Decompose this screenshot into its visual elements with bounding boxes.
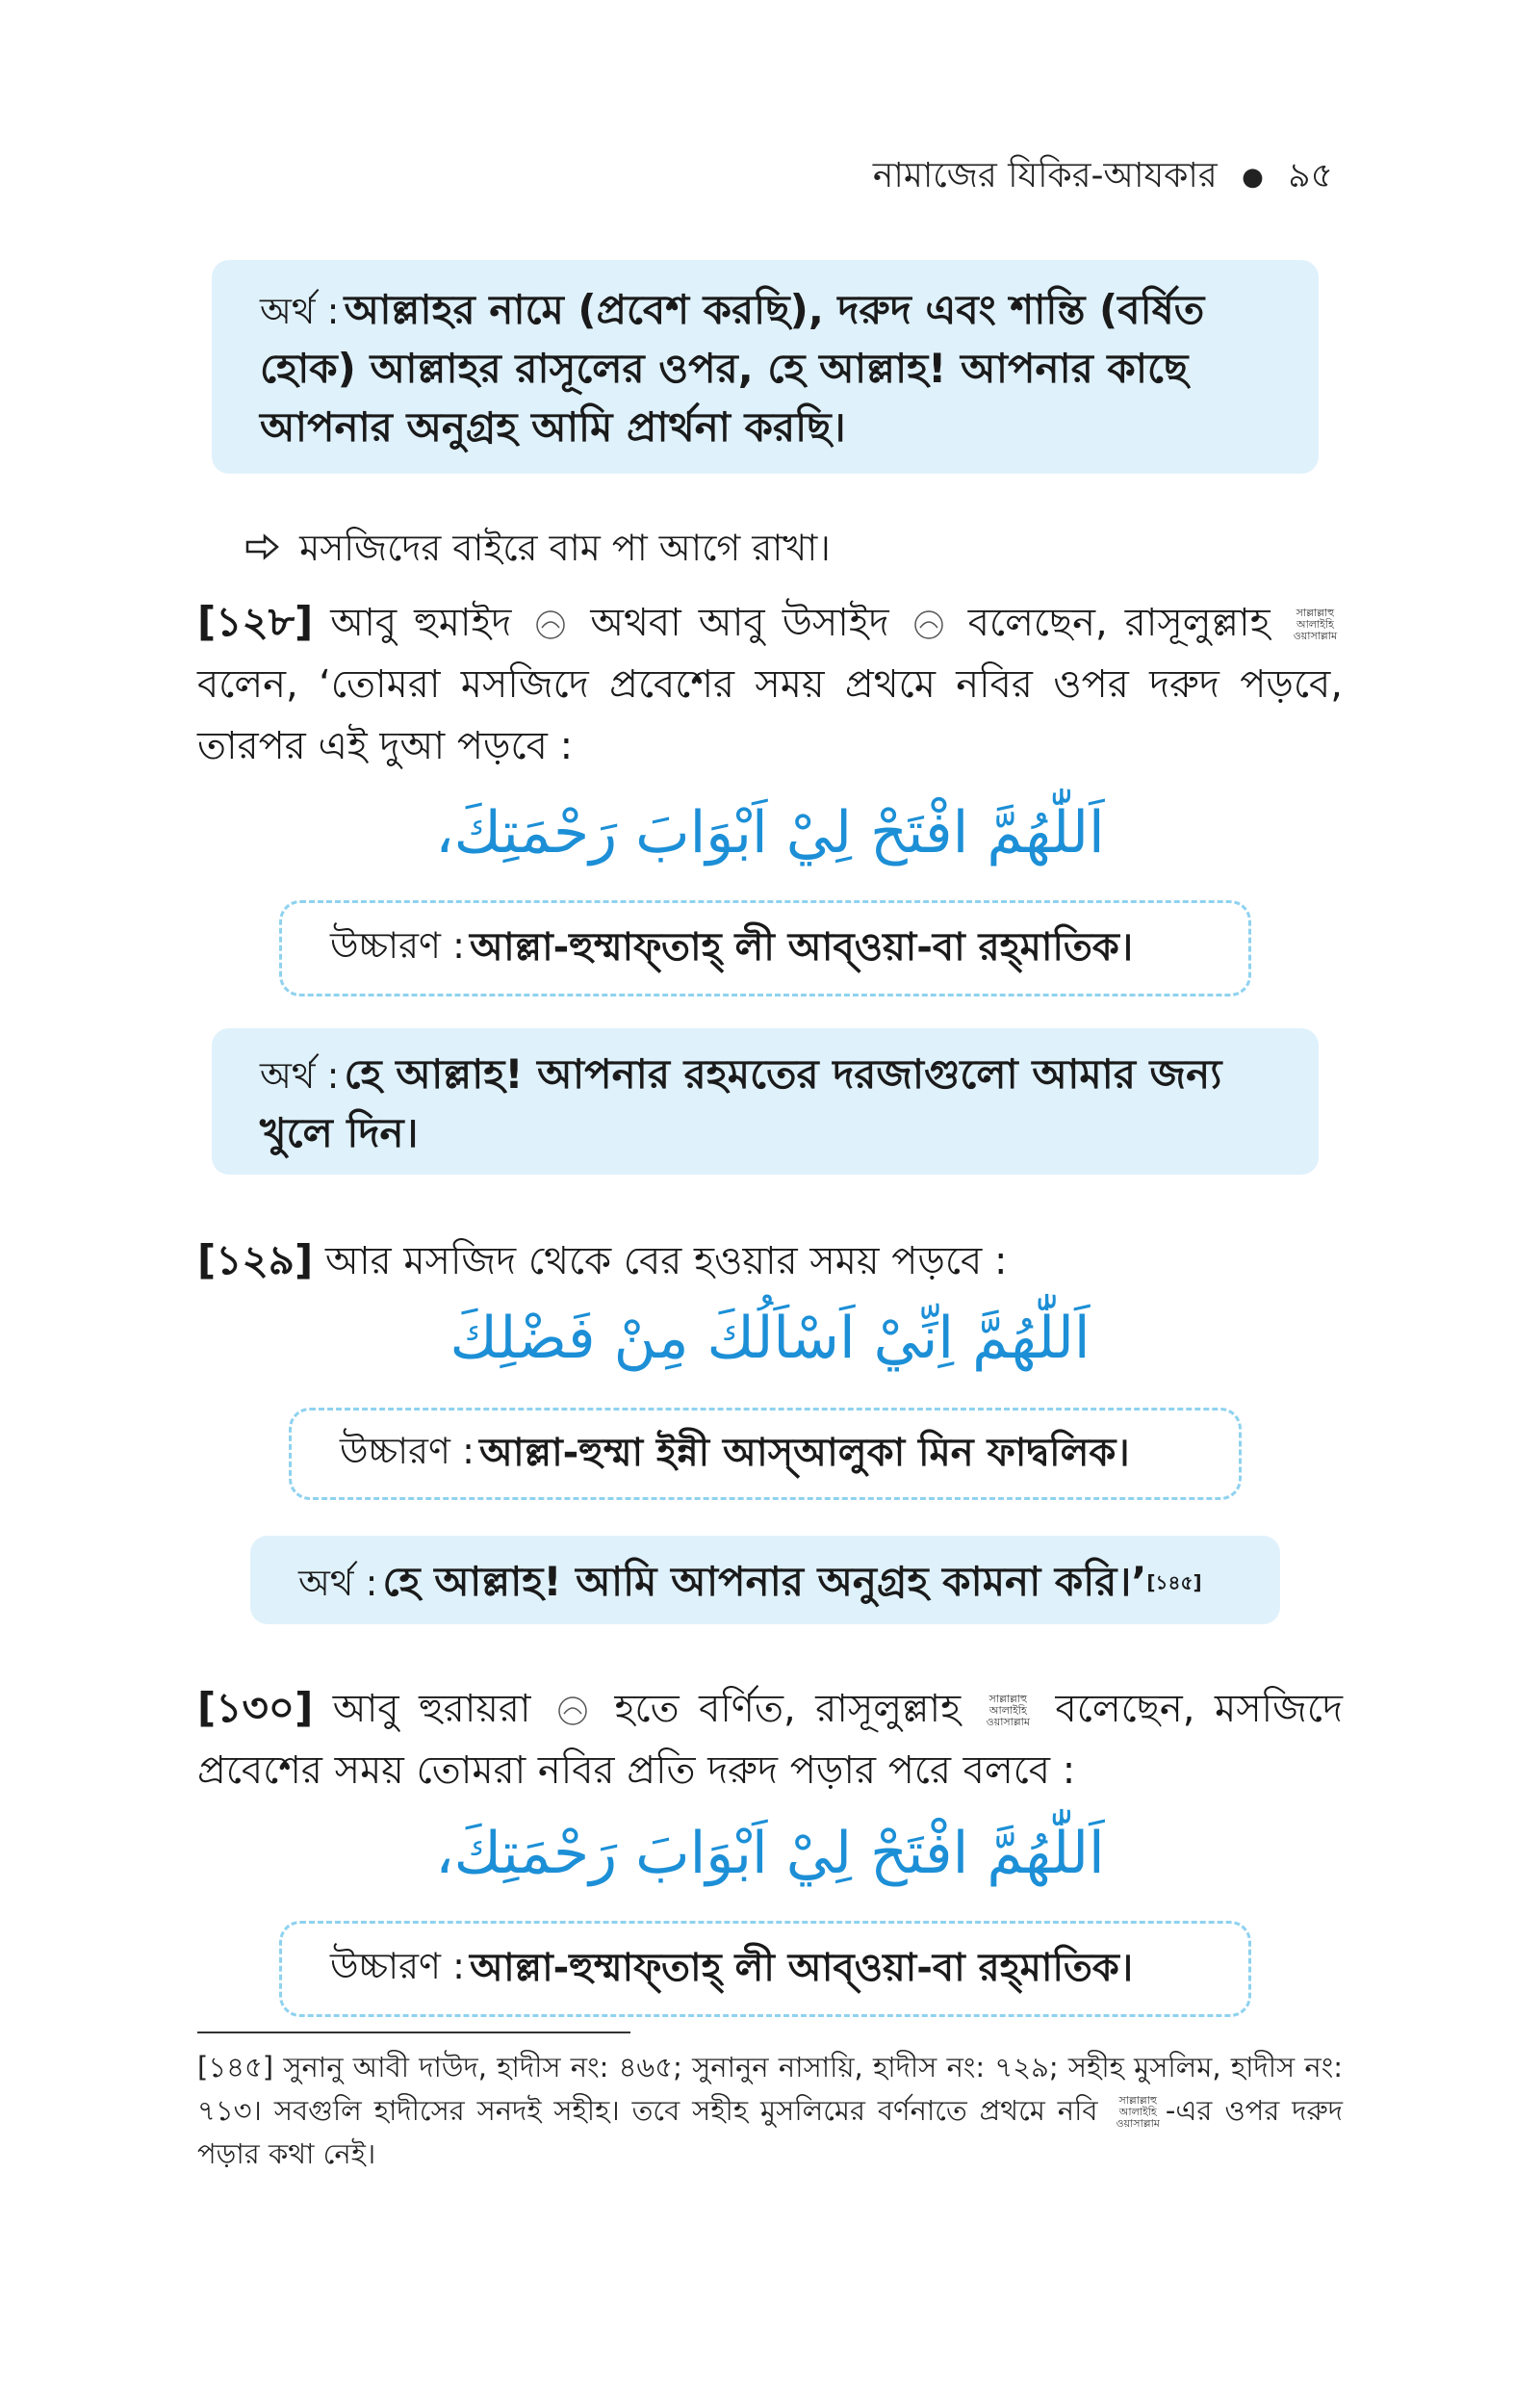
salawat-glyph: সাল্লাল্লাহু আলাইহি ওয়াসাল্লাম xyxy=(1293,606,1338,643)
meaning-text: হে আল্লাহ! আপনার রহমতের দরজাগুলো আমার জন্য খুলে দিন। xyxy=(260,1050,1222,1156)
narrator-text: আবু হুমাইদ xyxy=(330,601,512,645)
salawat-glyph: সাল্লাল্লাহু আলাইহি ওয়াসাল্লাম xyxy=(1116,2093,1160,2130)
said-text: বলেছেন, রাসূলুল্লাহ xyxy=(967,601,1270,645)
meaning-label: অর্থ : xyxy=(260,1054,340,1097)
footnote-ref[interactable]: [১৪৫] xyxy=(1146,1570,1202,1594)
footnote xyxy=(197,2046,1343,2176)
instruction-text: মসজিদের বাইরে বাম পা আগে রাখা। xyxy=(299,527,831,569)
radiallahu-anhu-icon xyxy=(551,1689,595,1733)
pronunciation-box-1 xyxy=(279,900,1251,996)
narrator-alt-text: অথবা আবু উসাইদ xyxy=(590,601,889,645)
pronunciation-box-3 xyxy=(279,1921,1251,2017)
meaning-text: হে আল্লাহ! আমি আপনার অনুগ্রহ কামনা করি।’ xyxy=(382,1558,1147,1605)
hadith-number: [১৩০] xyxy=(197,1684,314,1731)
chapter-title: নামাজের যিকির-আযকার xyxy=(872,156,1218,195)
header-bullet: ● xyxy=(1242,163,1264,192)
meaning-box-3 xyxy=(250,1536,1280,1624)
footnote-text: [১৪৫] সুনানু আবী দাউদ, হাদীস নং: ৪৬৫; সুনানুন নাসায়ি, হাদীস নং: ৭২৯; সহীহ মুসলিম, হাদীস নং: ৭১৩। সবগুলি হাদীসের সনদই সহীহ। তবে সহীহ মুসলিমের বর্ণনাতে প্রথমে নবি xyxy=(197,2051,1343,2127)
arabic-dua-2: اَللّٰهُمَّ اِنِّيْ اَسْاَلُكَ مِنْ فَضْلِكَ xyxy=(449,1305,1091,1372)
footnote-divider xyxy=(197,2032,630,2033)
hadith-number: [১২৯] xyxy=(197,1236,314,1283)
radiallahu-anhu-icon xyxy=(528,603,573,647)
pronunciation-label: উচ্চারণ : xyxy=(340,1430,475,1472)
meaning-label: অর্থ : xyxy=(260,290,340,332)
narrated-text: হতে বর্ণিত, রাসূলুল্লাহ xyxy=(614,1687,962,1731)
hadith-128 xyxy=(197,589,1343,777)
meaning-box-2 xyxy=(212,1028,1319,1175)
footnote-text-end: -এর ওপর দরুদ পড়ার কথা নেই। xyxy=(197,2093,1343,2170)
hadith-130 xyxy=(197,1675,1343,1801)
meaning-label: অর্থ : xyxy=(298,1562,378,1604)
hadith-body: বলেন, ‘তোমরা মসজিদে প্রবেশের সময় প্রথমে নবির ওপর দরুদ পড়বে, তারপর এই দুআ পড়বে : xyxy=(197,662,1343,769)
pronunciation-label: উচ্চারণ : xyxy=(330,924,465,967)
meaning-box-1 xyxy=(212,260,1319,474)
pronunciation-text: আল্লা-হুম্মাফ্‌তাহ্ লী আব্ওয়া-বা রহ্‌মাতিক। xyxy=(469,1945,1134,1990)
arabic-dua-3: اَللّٰهُمَّ افْتَحْ لِيْ اَبْوَابَ رَحْمَتِكَ، xyxy=(435,1820,1105,1887)
salawat-glyph: সাল্লাল্লাহু আলাইহি ওয়াসাল্লাম xyxy=(986,1692,1030,1729)
hadith-body: বলেছেন, মসজিদে প্রবেশের সময় তোমরা নবির প্রতি দরুদ পড়ার পরে বলবে : xyxy=(197,1687,1343,1794)
running-header xyxy=(873,149,1333,207)
pronunciation-box-2 xyxy=(289,1408,1242,1500)
hadith-body: আর মসজিদ থেকে বের হওয়ার সময় পড়বে : xyxy=(324,1239,1008,1283)
page-number: ৯৫ xyxy=(1288,156,1333,195)
instruction-line xyxy=(245,520,831,582)
pronunciation-text: আল্লা-হুম্মাফ্‌তাহ্ লী আব্ওয়া-বা রহ্‌মাতিক। xyxy=(469,924,1134,970)
meaning-text: আল্লাহর নামে (প্রবেশ করছি), দরুদ এবং শান্তি (বর্ষিত হোক) আল্লাহর রাসূলের ওপর, হে আল্লাহ! আপনার কাছে আপনার অনুগ্রহ আমি প্রার্থনা করছি। xyxy=(260,286,1205,451)
pronunciation-text: আল্লা-হুম্মা ইন্নী আস্‌আলুকা মিন ফাদ্বলিক। xyxy=(478,1430,1130,1475)
hadith-129 xyxy=(197,1228,1343,1292)
pronunciation-label: উচ্চারণ : xyxy=(330,1945,465,1987)
hadith-number: [১২৮] xyxy=(197,598,314,645)
arrow-right-icon xyxy=(245,527,288,569)
narrator-text: আবু হুরায়রা xyxy=(332,1687,531,1731)
radiallahu-anhu-icon xyxy=(907,603,951,647)
arabic-dua-1: اَللّٰهُمَّ افْتَحْ لِيْ اَبْوَابَ رَحْمَتِكَ، xyxy=(435,799,1105,867)
